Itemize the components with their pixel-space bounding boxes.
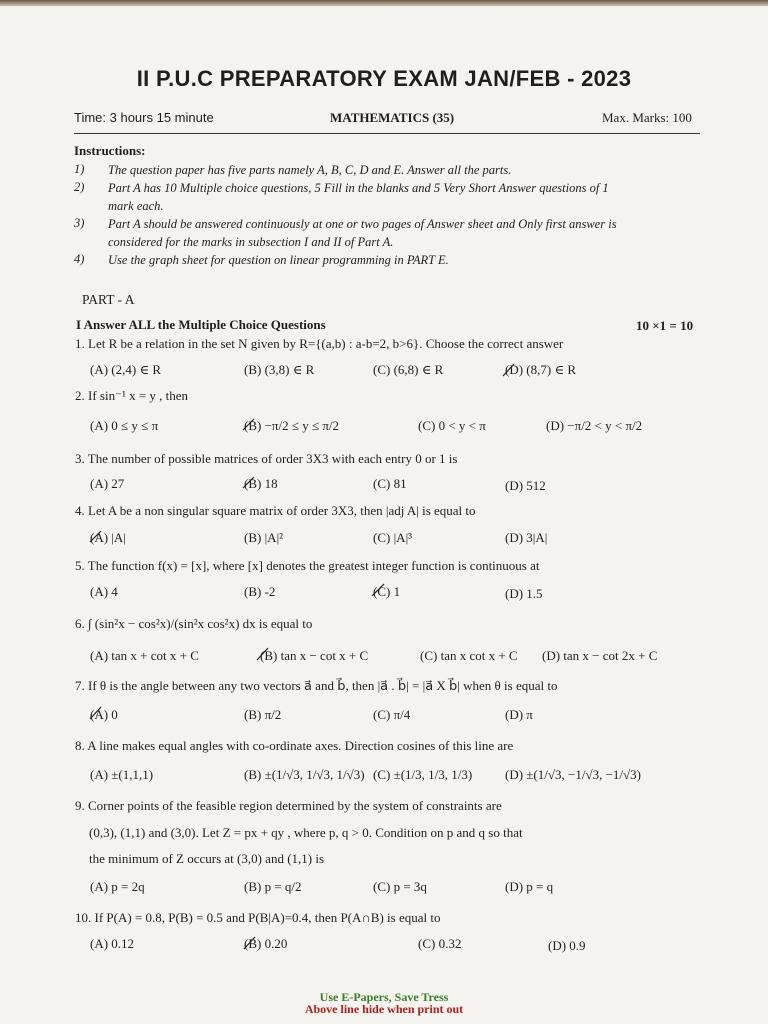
question-text: 10. If P(A) = 0.8, P(B) = 0.5 and P(B|A)=0.4, then P(A∩B) is equal to (75, 910, 441, 925)
question-text: 4. Let A be a non singular square matrix of order 3X3, then |adj A| is equal to (75, 503, 476, 518)
footer-line-1: Use E-Papers, Save Tress (319, 990, 449, 1004)
option-d: (D) 512 (505, 478, 546, 493)
option-a: (A) |A| (90, 530, 126, 545)
option-b: (B) π/2 (244, 707, 282, 722)
footer-line-2: Above line hide when print out (304, 1002, 464, 1016)
question-text: 6. ∫ (sin²x − cos²x)/(sin²x cos²x) dx is equal to (75, 616, 313, 631)
option-c: (C) (6,8) ∈ R (373, 362, 444, 377)
question-text: 1. Let R be a relation in the set N given by R={(a,b) : a-b=2, b>6}. Choose the correct answer (75, 336, 564, 351)
section-heading: I Answer ALL the Multiple Choice Questions (76, 317, 326, 332)
option-b: (B) 18 (244, 476, 278, 491)
instruction-number: 3) (74, 216, 85, 230)
option-c: (C) 0 < y < π (418, 418, 486, 433)
question-text: 3. The number of possible matrices of order 3X3 with each entry 0 or 1 is (75, 451, 458, 466)
option-b: (B) 0.20 (244, 936, 288, 951)
tick-mark (372, 584, 384, 596)
question-continuation: the minimum of Z occurs at (3,0) and (1,1) is (89, 851, 325, 866)
option-a: (A) (2,4) ∈ R (90, 362, 161, 377)
option-a: (A) tan x + cot x + C (90, 648, 199, 663)
option-a: (A) 0 ≤ y ≤ π (90, 418, 159, 433)
option-c: (C) ±(1/3, 1/3, 1/3) (373, 767, 473, 782)
question-text: 7. If θ is the angle between any two vectors a⃗ and b⃗, then |a⃗ . b⃗| = |a⃗ X b⃗| when θ is equal to (75, 678, 558, 693)
tick-mark (243, 477, 254, 488)
tick-mark (243, 419, 254, 430)
question-text: 2. If sin⁻¹ x = y , then (75, 388, 189, 403)
option-c: (C) 81 (373, 476, 407, 491)
tick-mark (90, 531, 101, 542)
exam-time: Time: 3 hours 15 minute (74, 110, 214, 125)
option-a: (A) 0 (90, 707, 118, 722)
instruction-text: The question paper has five parts namely A, B, C, D and E. Answer all the parts. (108, 163, 512, 177)
option-c: (C) 0.32 (418, 936, 462, 951)
question-text: 5. The function f(x) = [x], where [x] denotes the greatest integer function is continuous at (75, 558, 540, 573)
instruction-text: Part A has 10 Multiple choice questions, 5 Fill in the blanks and 5 Very Short Answer questions of 1 mark each. (108, 181, 609, 213)
option-b: (B) (3,8) ∈ R (244, 362, 315, 377)
option-b: (B) |A|² (244, 530, 284, 545)
option-d: (D) 0.9 (548, 938, 586, 953)
option-b: (B) -2 (244, 584, 276, 599)
option-c: (C) |A|³ (373, 530, 413, 545)
option-b: (B) −π/2 ≤ y ≤ π/2 (244, 418, 340, 433)
instruction-number: 2) (74, 180, 85, 194)
question-continuation: (0,3), (1,1) and (3,0). Let Z = px + qy , where p, q > 0. Condition on p and q so that (89, 825, 523, 840)
option-d: (D) −π/2 < y < π/2 (546, 418, 643, 433)
question-text: 8. A line makes equal angles with co-ordinate axes. Direction cosines of this line are (75, 738, 514, 753)
option-a: (A) p = 2q (90, 879, 145, 894)
option-d: (D) (8,7) ∈ R (505, 362, 576, 377)
exam-title: II P.U.C PREPARATORY EXAM JAN/FEB - 2023 (136, 66, 632, 91)
option-a: (A) 0.12 (90, 936, 135, 951)
instruction-text: Use the graph sheet for question on linear programming in PART E. (108, 253, 449, 267)
option-d: (D) ±(1/√3, −1/√3, −1/√3) (505, 767, 641, 782)
option-c: (C) tan x cot x + C (420, 648, 518, 663)
section-marks: 10 ×1 = 10 (636, 318, 694, 333)
instruction-number: 4) (74, 252, 85, 266)
tick-mark (503, 364, 514, 376)
part-heading: PART - A (82, 292, 135, 307)
option-b: (B) tan x − cot x + C (260, 648, 369, 663)
option-d: (D) p = q (505, 879, 554, 894)
instructions-heading: Instructions: (74, 143, 146, 158)
option-c: (C) 1 (373, 584, 401, 599)
option-a: (A) 27 (90, 476, 125, 491)
option-d: (D) tan x − cot 2x + C (542, 648, 658, 663)
option-d: (D) π (505, 707, 533, 722)
option-a: (A) ±(1,1,1) (90, 767, 154, 782)
option-c: (C) π/4 (373, 707, 411, 722)
exam-subject: MATHEMATICS (35) (330, 110, 455, 125)
tick-mark (90, 707, 101, 719)
option-b: (B) p = q/2 (244, 879, 302, 894)
option-a: (A) 4 (90, 584, 118, 599)
question-text: 9. Corner points of the feasible region determined by the system of constraints are (75, 798, 502, 813)
exam-max-marks: Max. Marks: 100 (602, 110, 692, 125)
tick-mark (244, 937, 255, 949)
instruction-number: 1) (74, 162, 85, 176)
instruction-text: Part A should be answered continuously at one or two pages of Answer sheet and Only first answer is considered for the marks in subsection I and II of Part A. (108, 217, 617, 249)
tick-mark (257, 648, 268, 660)
option-c: (C) p = 3q (373, 879, 427, 894)
option-b: (B) ±(1/√3, 1/√3, 1/√3) (244, 767, 365, 782)
option-d: (D) 1.5 (505, 586, 543, 601)
option-d: (D) 3|A| (505, 530, 548, 545)
